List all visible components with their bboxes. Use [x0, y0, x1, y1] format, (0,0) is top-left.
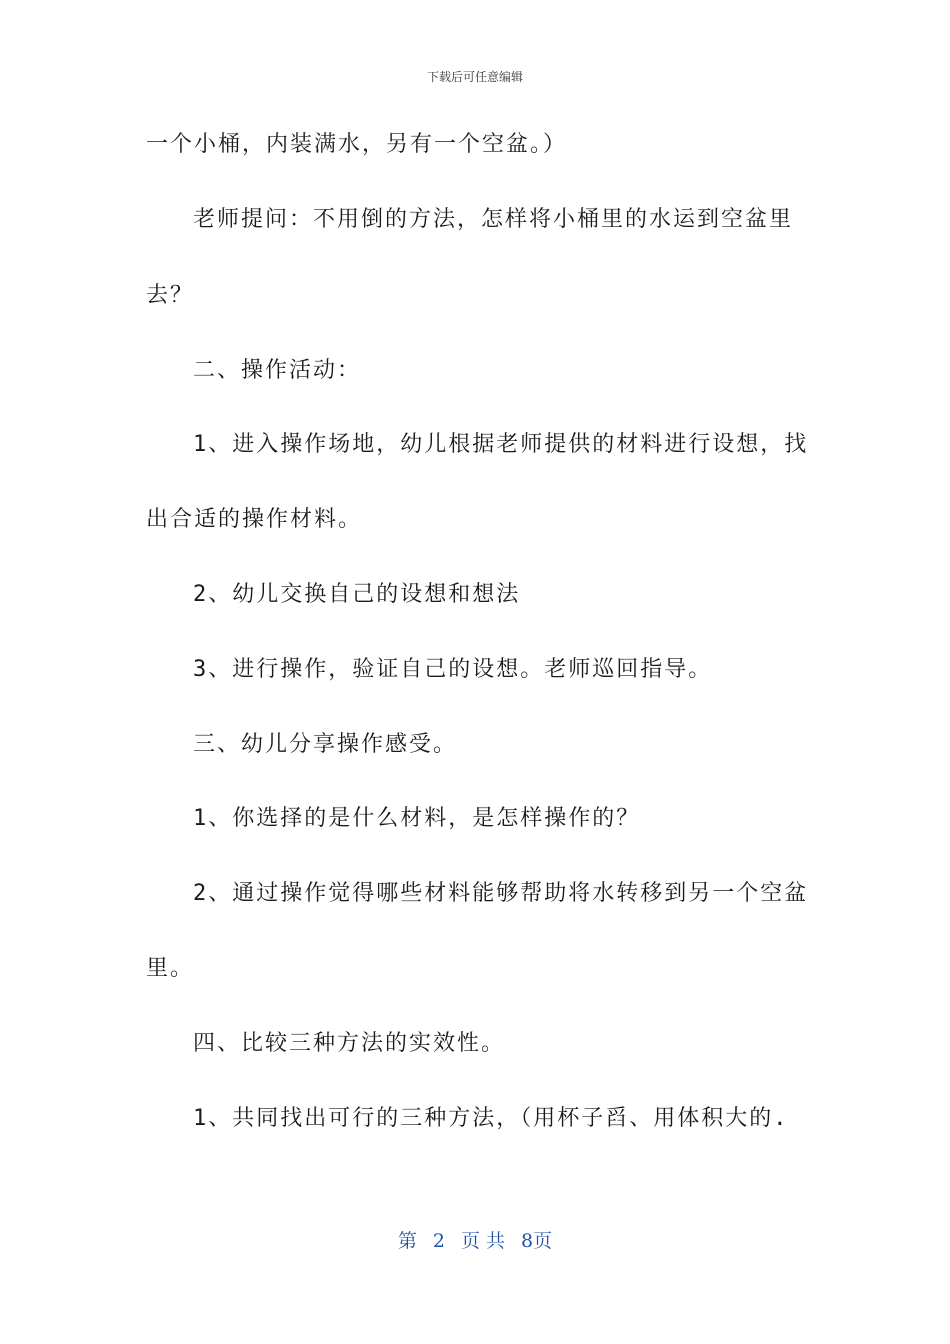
paragraph-line: 2、通过操作觉得哪些材料能够帮助将水转移到另一个空盆	[193, 881, 809, 906]
paragraph-line: 老师提问：不用倒的方法，怎样将小桶里的水运到空盆里	[193, 207, 794, 232]
page-label-suffix: 页	[533, 1230, 553, 1252]
page-footer	[0, 1226, 950, 1253]
paragraph-line: 去？	[146, 283, 195, 308]
paragraph-line: 里。	[146, 956, 195, 981]
paragraph-line: 2、幼儿交换自己的设想和想法	[193, 582, 521, 607]
page-label-middle: 页 共	[460, 1230, 506, 1252]
paragraph-line: 1、共同找出可行的三种方法，（用杯子舀、用体积大的.	[193, 1106, 789, 1131]
paragraph-line: 3、进行操作，验证自己的设想。老师巡回指导。	[193, 657, 713, 682]
paragraph-line: 1、你选择的是什么材料，是怎样操作的？	[193, 806, 641, 831]
paragraph-line: 1、进入操作场地，幼儿根据老师提供的材料进行设想，找	[193, 432, 809, 457]
page-label-prefix: 第	[397, 1230, 417, 1252]
section-heading: 四、比较三种方法的实效性。	[193, 1031, 506, 1056]
paragraph-line: 一个小桶，内装满水，另有一个空盆。）	[146, 132, 568, 157]
paragraph-line: 出合适的操作材料。	[146, 507, 363, 532]
current-page-number: 2	[432, 1230, 445, 1252]
section-heading: 二、操作活动：	[193, 358, 362, 383]
total-page-number: 8	[521, 1230, 534, 1252]
section-heading: 三、幼儿分享操作感受。	[193, 732, 458, 757]
page-header: 下载后可任意编辑	[426, 70, 523, 84]
